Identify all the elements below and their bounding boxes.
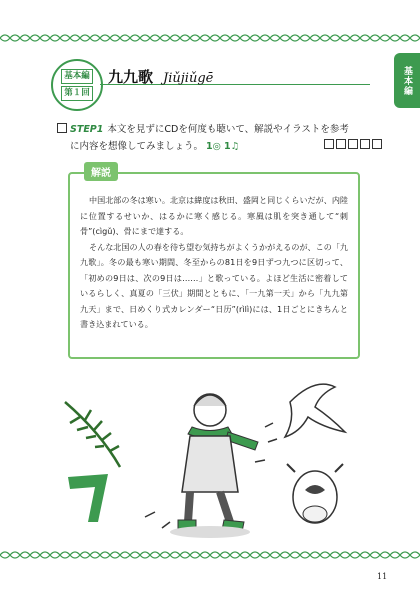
- check-box-1[interactable]: [324, 139, 334, 149]
- step-checkbox[interactable]: [57, 123, 67, 133]
- badge-lesson: 第１回: [61, 86, 93, 101]
- side-tab-label: 基本編: [402, 65, 412, 96]
- explanation-paragraph-2: そんな北国の人の春を待ち望む気持ちがよくうかがえるのが、この「九九歌」。冬の最も寒い期間、冬至からの81日を9日ずつ九つに区切って、「初めの9日は、次の9日は……」と歌っている。よほど生活に密着しているらしく、真夏の「三伏」期間とともに、「一九第一天」から「九九第九天」まで、日めくり式カレンダー“日历”(rìlì)には、1日ごとにきちんと書き込まれている。: [80, 241, 349, 329]
- check-box-4[interactable]: [360, 139, 370, 149]
- explanation-text: [80, 193, 348, 333]
- step-instruction: [57, 121, 377, 155]
- check-box-2[interactable]: [336, 139, 346, 149]
- title-hanzi: 九九歌: [108, 68, 154, 86]
- badge-section: 基本編: [61, 69, 93, 84]
- check-box-3[interactable]: [348, 139, 358, 149]
- winter-illustration: [60, 372, 360, 542]
- lesson-badge: [51, 59, 103, 111]
- cow-head-icon: [287, 464, 343, 523]
- top-decorative-border: [0, 30, 420, 46]
- progress-checkboxes: [322, 138, 382, 155]
- bottom-decorative-border: [0, 547, 420, 563]
- swallow-bird-icon: [285, 384, 345, 437]
- section-side-tab[interactable]: [394, 53, 420, 108]
- title-pinyin: Jiǔjiǔgē: [163, 71, 214, 86]
- check-box-5[interactable]: [372, 139, 382, 149]
- child-in-winter-coat-icon: [170, 394, 258, 538]
- brush-stroke-icon: [68, 474, 108, 522]
- step-text-2: に内容を想像してみましょう。: [70, 141, 204, 152]
- cd-track-2[interactable]: 1♫: [224, 141, 240, 152]
- lesson-title: [108, 66, 213, 87]
- willow-branch-icon: [65, 402, 120, 467]
- explanation-tag: 解説: [84, 162, 118, 181]
- step-text-1: 本文を見ずにCDを何度も聴いて、解説やイラストを参考: [107, 124, 349, 135]
- explanation-paragraph-1: 中国北部の冬は寒い。北京は緯度は秋田、盛岡と同じくらいだが、内陸に位置するせいか、はるかに寒く感じる。寒風は肌を突き通して“刺骨”(cìgǔ)、骨にまで達する。: [80, 195, 349, 236]
- step-label: STEP1: [70, 124, 104, 135]
- page-number: 11: [377, 572, 388, 581]
- cd-track-1[interactable]: 1◎: [206, 141, 221, 152]
